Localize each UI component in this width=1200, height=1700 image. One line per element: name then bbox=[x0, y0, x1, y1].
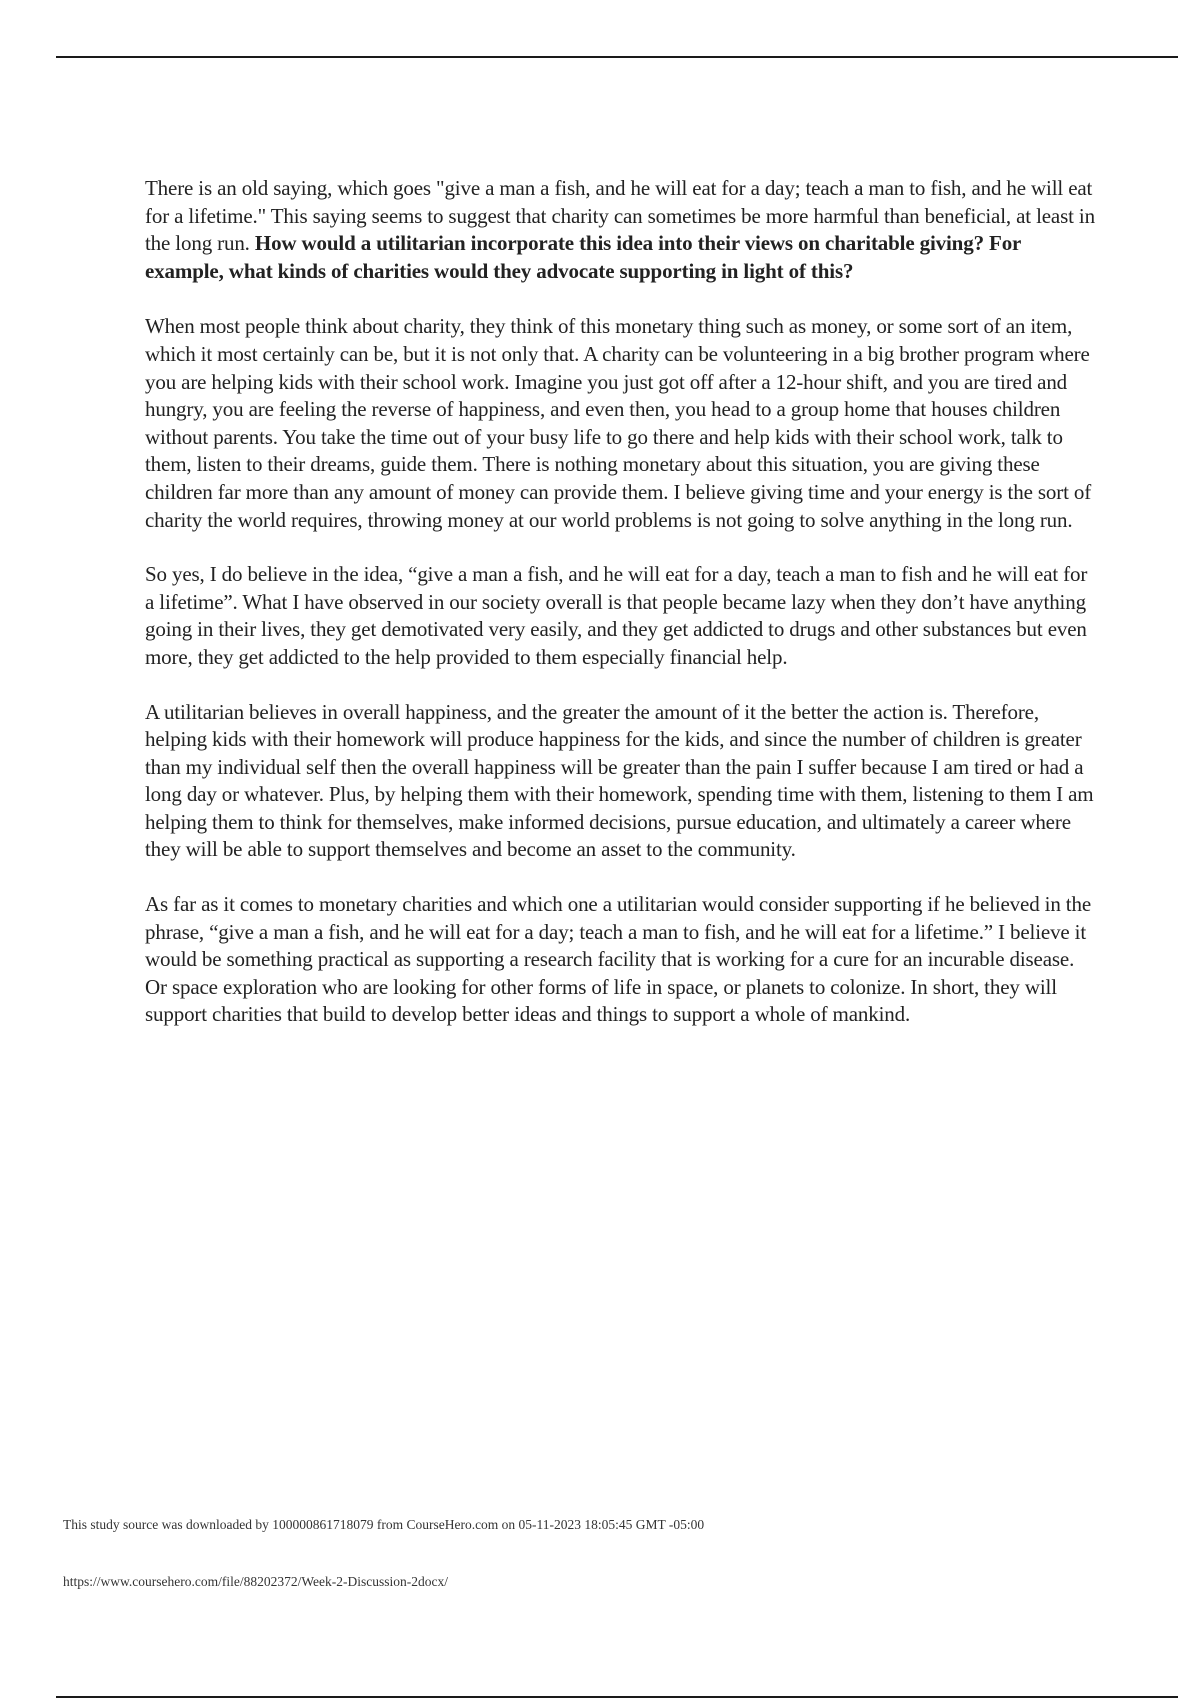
bottom-rule bbox=[56, 1696, 1178, 1698]
document-body bbox=[145, 175, 1095, 1056]
body-paragraph: A utilitarian believes in overall happiness, and the greater the amount of it the better the action is. Therefore, helping kids with their homework will produce happiness for the kids, and since the number of children is greater than my individual self then the overall happiness will be greater than the pain I suffer because I am tired or had a long day or whatever. Plus, by helping them with their homework, spending time with them, listening to them I am helping them to think for themselves, make informed decisions, pursue education, and ultimately a career where they will be able to support themselves and become an asset to the community. bbox=[145, 699, 1094, 862]
top-rule bbox=[56, 56, 1178, 58]
intro-paragraph bbox=[145, 175, 1095, 285]
source-url: https://www.coursehero.com/file/88202372/Week-2-Discussion-2docx/ bbox=[63, 1574, 448, 1589]
discussion-question: How would a utilitarian incorporate this idea into their views on charitable giving? For example, what kinds of charities would they advocate supporting in light of this? bbox=[145, 231, 1021, 283]
intro-text: There is an old saying, which goes "give a man a fish, and he will eat for a day; teach a man to fish, and he will eat for a lifetime." This saying seems to suggest that charity can sometimes be more harmful than beneficial, at least in the long run. bbox=[145, 176, 1095, 256]
body-paragraph: When most people think about charity, they think of this monetary thing such as money, or some sort of an item, which it most certainly can be, but it is not only that. A charity can be volunteering in a big brother program where you are helping kids with their school work. Imagine you just got off after a 12-hour shift, and you are tired and hungry, you are feeling the reverse of happiness, and even then, you head to a group home that houses children without parents. You take the time out of your busy life to go there and help kids with their school work, talk to them, listen to their dreams, guide them. There is nothing monetary about this situation, you are giving these children far more than any amount of money can provide them. I believe giving time and your energy is the sort of charity the world requires, throwing money at our world problems is not going to solve anything in the long run. bbox=[145, 314, 1092, 532]
body-paragraph: So yes, I do believe in the idea, “give a man a fish, and he will eat for a day, teach a man to fish and he will eat for a lifetime”. What I have observed in our society overall is that people became lazy when they don’t have anything going in their lives, they get demotivated very easily, and they get addicted to drugs and other substances but even more, they get addicted to the help provided to them especially financial help. bbox=[145, 562, 1088, 669]
body-paragraph: As far as it comes to monetary charities and which one a utilitarian would consider supporting if he believed in the phrase, “give a man a fish, and he will eat for a day; teach a man to fish, and he will eat for a lifetime.” I believe it would be something practical as supporting a research facility that is working for a cure for an incurable disease. Or space exploration who are looking for other forms of life in space, or planets to colonize. In short, they will support charities that build to develop better ideas and things to support a whole of mankind. bbox=[145, 892, 1091, 1027]
download-source-note: This study source was downloaded by 100000861718079 from CourseHero.com on 05-11-2023 18:05:45 GMT -05:00 bbox=[63, 1517, 705, 1532]
